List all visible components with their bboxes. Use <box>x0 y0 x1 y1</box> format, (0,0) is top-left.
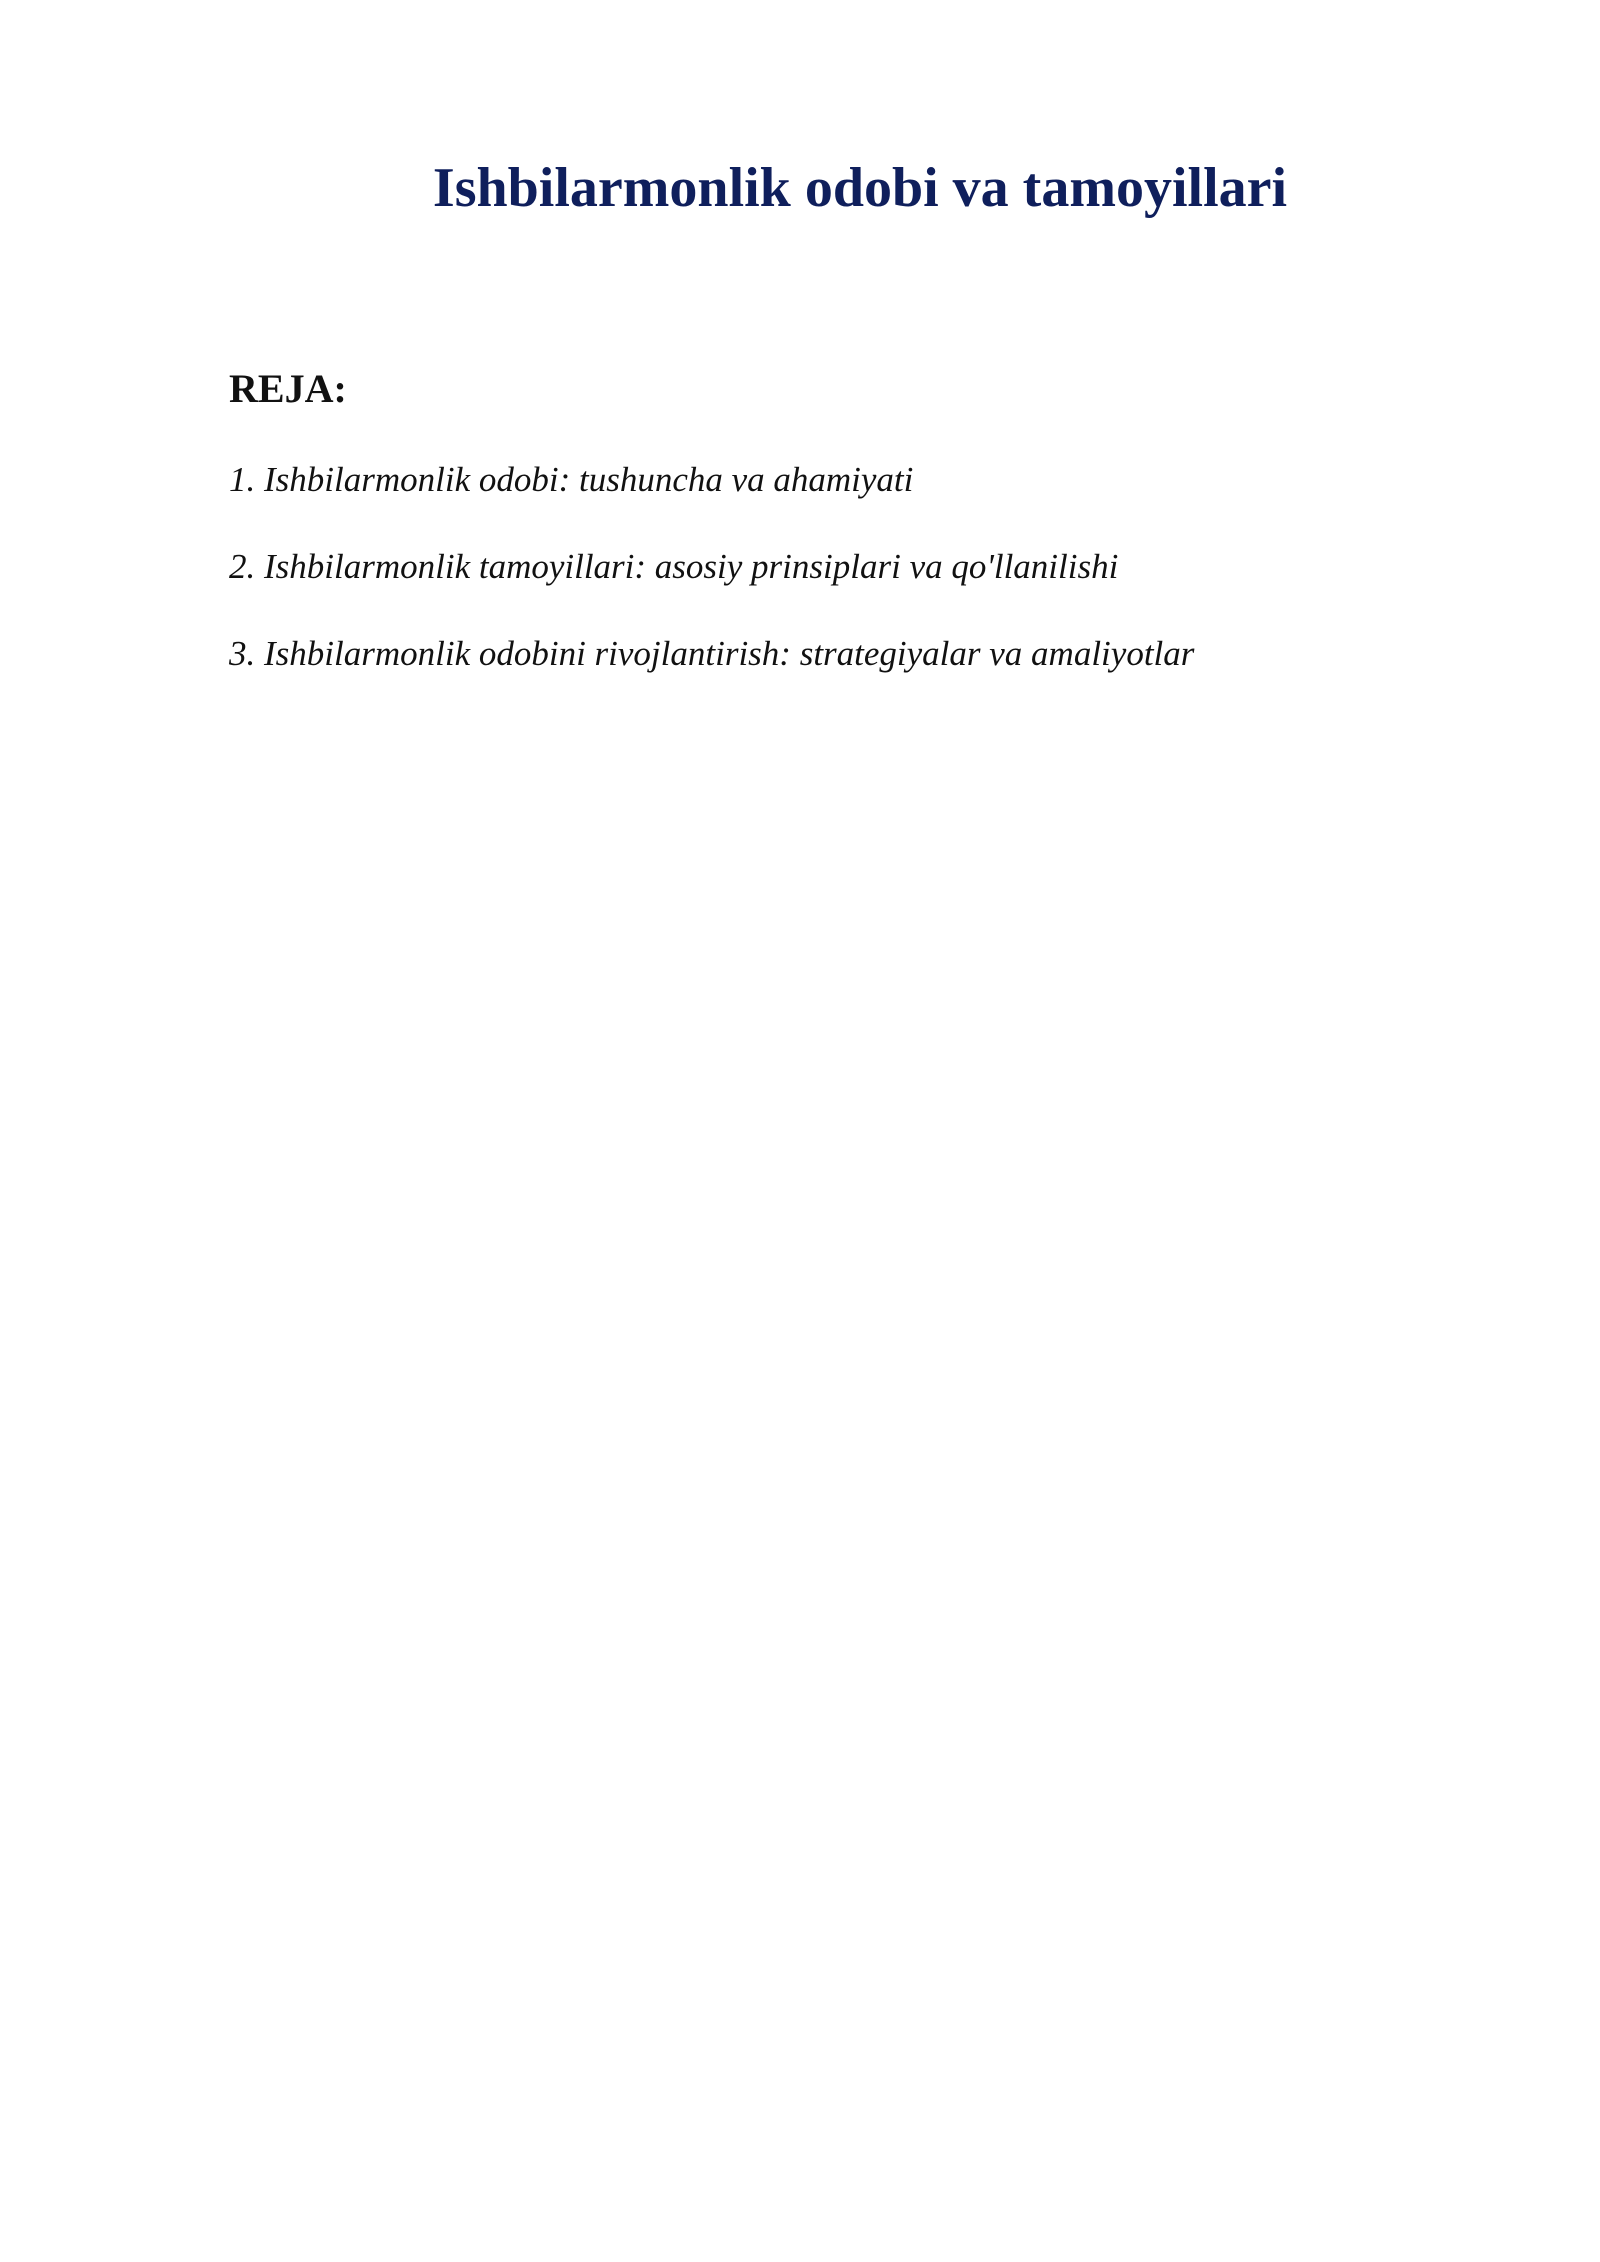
plan-item-2: 2. Ishbilarmonlik tamoyillari: asosiy prinsiplari va qo'llanilishi <box>229 547 1119 586</box>
document-title: Ishbilarmonlik odobi va tamoyillari <box>432 157 1288 219</box>
plan-item-1: 1. Ishbilarmonlik odobi: tushuncha va ahamiyati <box>229 460 914 499</box>
plan-item-3: 3. Ishbilarmonlik odobini rivojlantirish: strategiyalar va amaliyotlar <box>229 634 1195 673</box>
plan-list <box>229 456 1194 717</box>
plan-heading: REJA: <box>229 366 347 411</box>
